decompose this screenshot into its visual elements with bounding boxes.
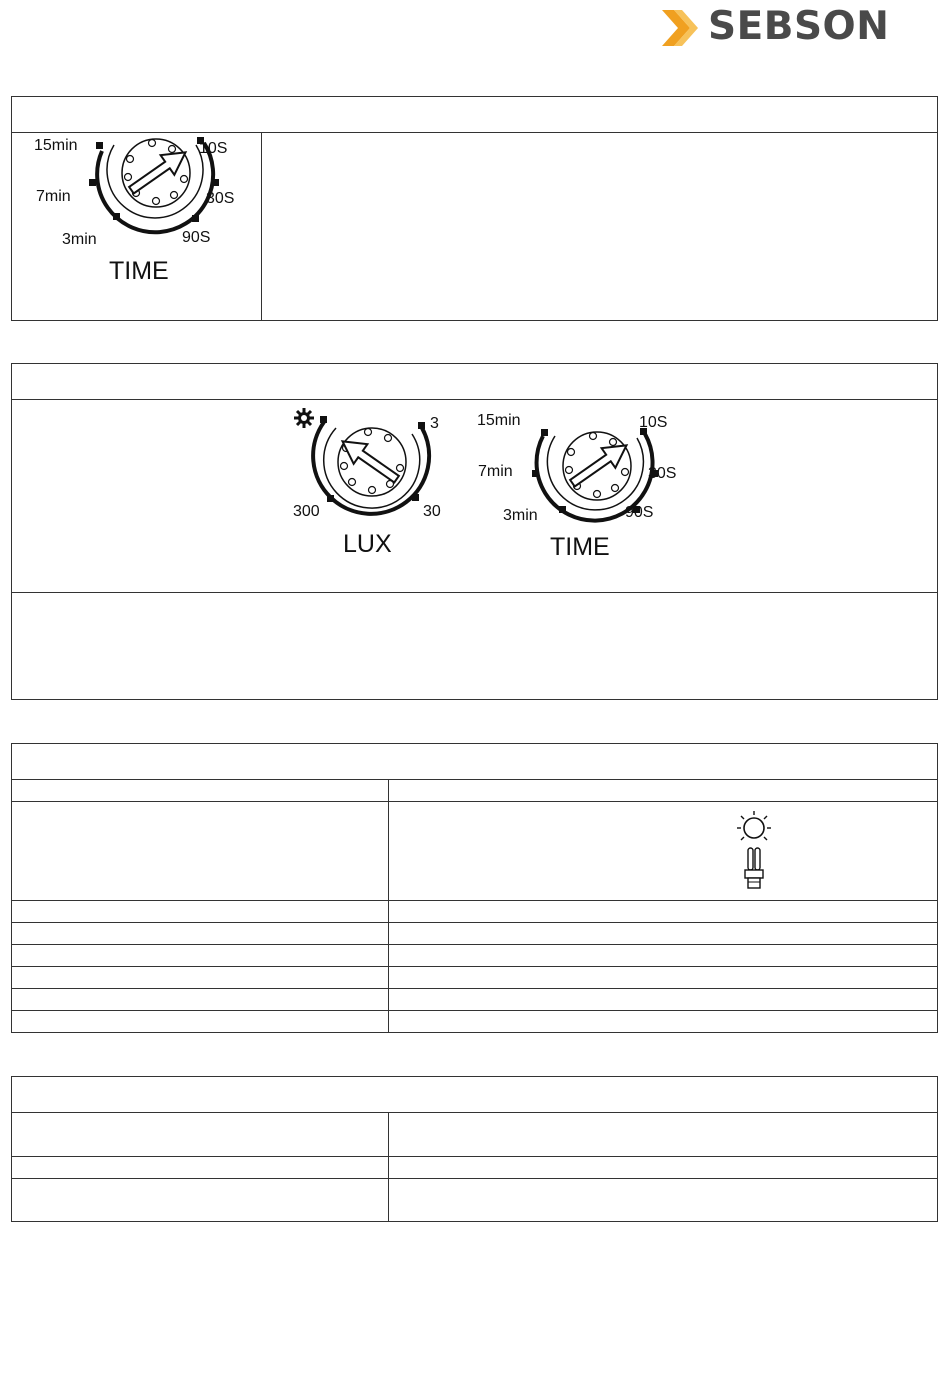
section-info-table (11, 1076, 938, 1222)
label-7min: 7min (36, 188, 71, 205)
lux-label-3: 3 (430, 415, 439, 432)
label-15min: 15min (34, 137, 78, 154)
time-caption: TIME (550, 533, 610, 561)
lux-label-300: 300 (293, 503, 320, 520)
light-bulb-icon (732, 810, 776, 894)
section-technical-table (11, 743, 938, 1033)
dial-caption: TIME (109, 257, 169, 285)
brand-name: SEBSON (708, 4, 890, 49)
label-30s: 30S (206, 190, 235, 207)
label-90s: 90S (182, 229, 211, 246)
time-dial-figure (12, 133, 261, 321)
time-label-7min: 7min (478, 463, 513, 480)
time-label-15min: 15min (477, 412, 521, 429)
section-time-setting (11, 96, 938, 321)
lux-caption: LUX (343, 530, 392, 558)
time-label-30s: 30S (648, 465, 677, 482)
section-lux-time-setting (11, 363, 938, 700)
sebson-logo (660, 4, 890, 48)
label-10s: 10S (199, 140, 228, 157)
divider (12, 592, 937, 593)
time-label-3min: 3min (503, 507, 538, 524)
chevron-logo-icon (660, 6, 706, 50)
sun-icon (294, 408, 314, 428)
lux-label-30: 30 (423, 503, 441, 520)
time-label-90s: 90S (625, 504, 654, 521)
time-label-10s: 10S (639, 414, 668, 431)
cfl-lamp-icon (745, 848, 763, 888)
divider (261, 132, 262, 321)
label-3min: 3min (62, 231, 97, 248)
lux-time-dials-figure (12, 400, 937, 592)
